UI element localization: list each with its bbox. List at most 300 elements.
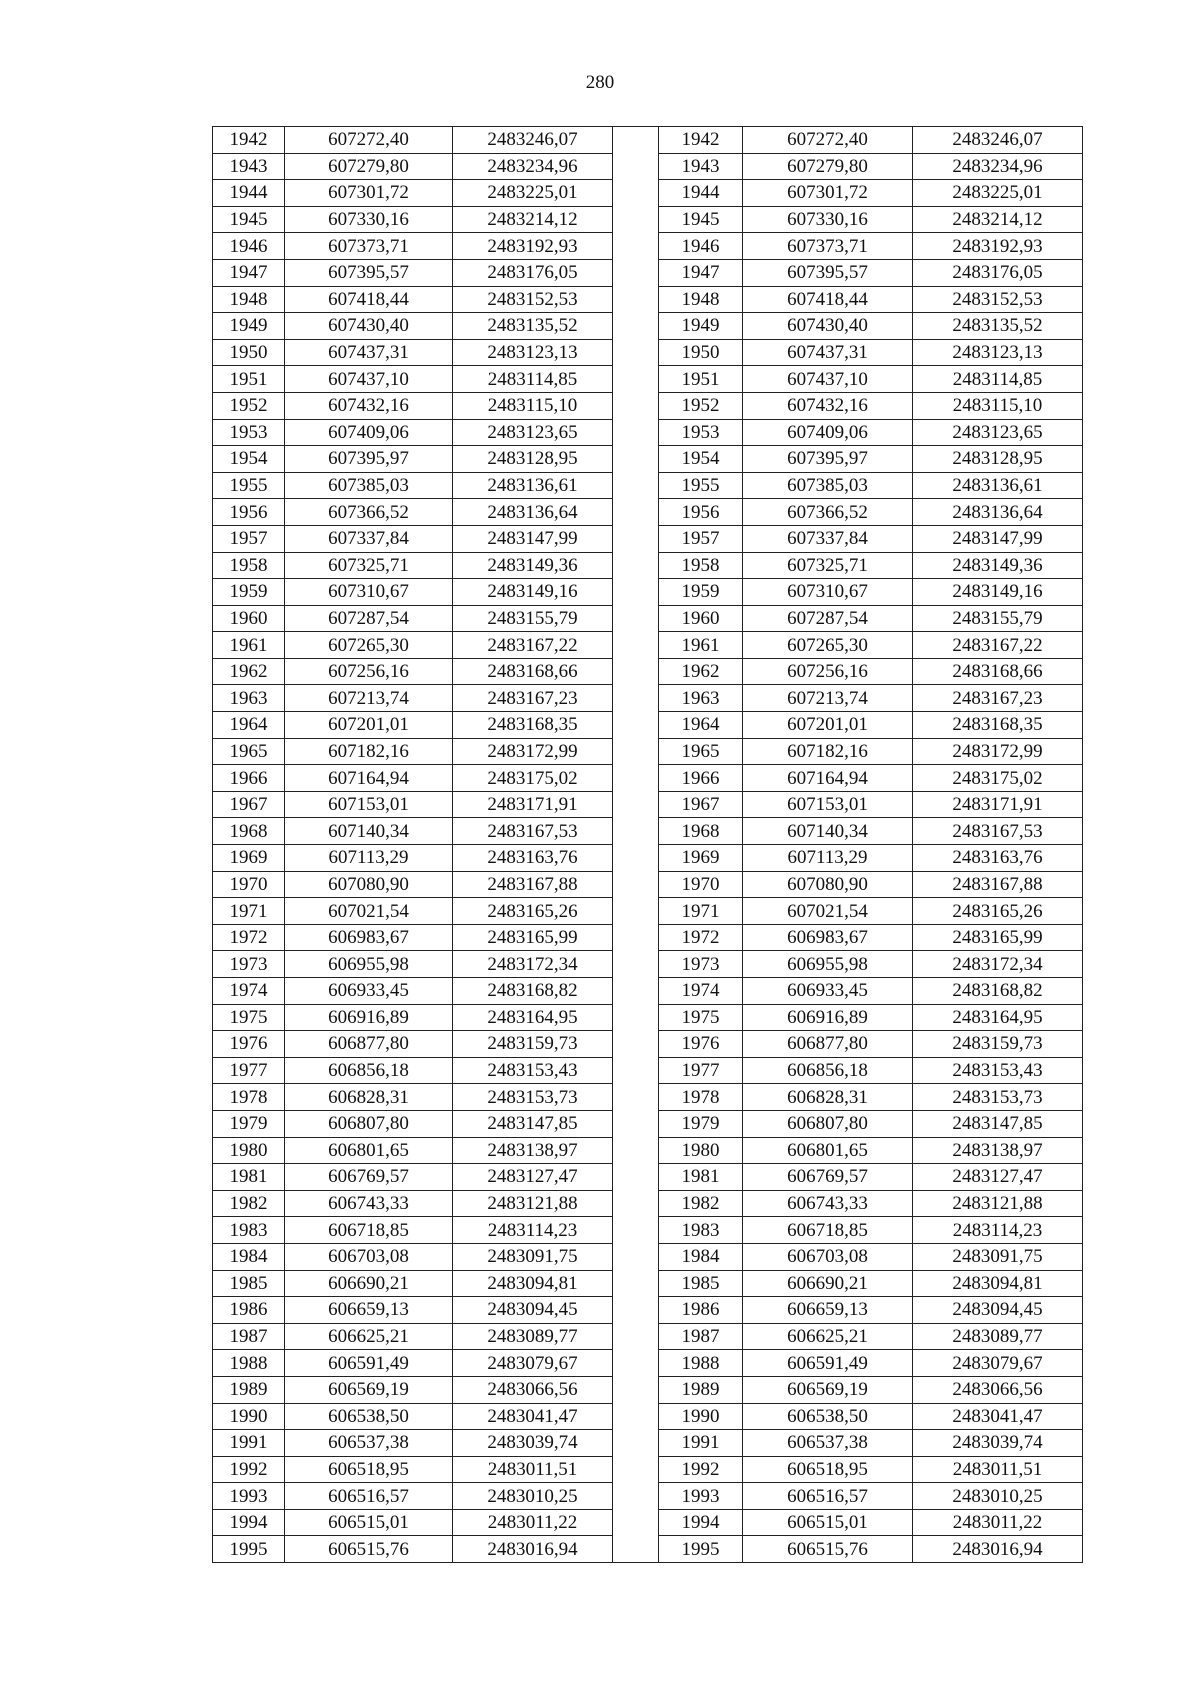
y-coordinate-cell: 2483159,73	[453, 1031, 613, 1058]
y-coordinate-cell-right: 2483135,52	[913, 313, 1083, 340]
y-coordinate-cell-right: 2483234,96	[913, 153, 1083, 180]
y-coordinate-cell: 2483176,05	[453, 259, 613, 286]
table-row	[213, 127, 1083, 154]
y-coordinate-cell: 2483136,64	[453, 499, 613, 526]
point-number-cell: 1952	[213, 392, 285, 419]
table-row	[213, 1430, 1083, 1457]
x-coordinate-cell: 607140,34	[285, 818, 453, 845]
x-coordinate-cell-right: 607021,54	[743, 898, 913, 925]
column-spacer	[613, 153, 659, 180]
point-number-cell-right: 1991	[659, 1430, 743, 1457]
y-coordinate-cell: 2483172,34	[453, 951, 613, 978]
point-number-cell: 1978	[213, 1084, 285, 1111]
point-number-cell-right: 1961	[659, 632, 743, 659]
point-number-cell: 1969	[213, 845, 285, 872]
point-number-cell-right: 1972	[659, 924, 743, 951]
y-coordinate-cell: 2483165,99	[453, 924, 613, 951]
table-row	[213, 1297, 1083, 1324]
x-coordinate-cell-right: 607373,71	[743, 233, 913, 260]
y-coordinate-cell: 2483123,65	[453, 419, 613, 446]
point-number-cell-right: 1988	[659, 1350, 743, 1377]
point-number-cell: 1956	[213, 499, 285, 526]
point-number-cell: 1973	[213, 951, 285, 978]
table-row	[213, 286, 1083, 313]
x-coordinate-cell-right: 606591,49	[743, 1350, 913, 1377]
x-coordinate-cell-right: 607182,16	[743, 738, 913, 765]
x-coordinate-cell: 607366,52	[285, 499, 453, 526]
column-spacer	[613, 366, 659, 393]
y-coordinate-cell: 2483147,85	[453, 1110, 613, 1137]
x-coordinate-cell-right: 606743,33	[743, 1190, 913, 1217]
point-number-cell-right: 1981	[659, 1164, 743, 1191]
y-coordinate-cell-right: 2483167,53	[913, 818, 1083, 845]
x-coordinate-cell: 606537,38	[285, 1430, 453, 1457]
point-number-cell: 1993	[213, 1483, 285, 1510]
y-coordinate-cell: 2483041,47	[453, 1403, 613, 1430]
x-coordinate-cell-right: 607395,97	[743, 446, 913, 473]
x-coordinate-cell: 607182,16	[285, 738, 453, 765]
column-spacer	[613, 1217, 659, 1244]
point-number-cell-right: 1945	[659, 206, 743, 233]
y-coordinate-cell: 2483136,61	[453, 472, 613, 499]
x-coordinate-cell: 606659,13	[285, 1297, 453, 1324]
point-number-cell-right: 1951	[659, 366, 743, 393]
y-coordinate-cell-right: 2483168,82	[913, 978, 1083, 1005]
y-coordinate-cell-right: 2483010,25	[913, 1483, 1083, 1510]
x-coordinate-cell: 606569,19	[285, 1376, 453, 1403]
point-number-cell: 1946	[213, 233, 285, 260]
x-coordinate-cell-right: 606916,89	[743, 1004, 913, 1031]
y-coordinate-cell: 2483171,91	[453, 791, 613, 818]
y-coordinate-cell: 2483039,74	[453, 1430, 613, 1457]
point-number-cell: 1981	[213, 1164, 285, 1191]
point-number-cell-right: 1964	[659, 712, 743, 739]
y-coordinate-cell: 2483175,02	[453, 765, 613, 792]
x-coordinate-cell: 607213,74	[285, 685, 453, 712]
y-coordinate-cell: 2483167,88	[453, 871, 613, 898]
x-coordinate-cell-right: 607437,31	[743, 339, 913, 366]
x-coordinate-cell-right: 607153,01	[743, 791, 913, 818]
column-spacer	[613, 1350, 659, 1377]
x-coordinate-cell: 606516,57	[285, 1483, 453, 1510]
x-coordinate-cell: 607395,57	[285, 259, 453, 286]
point-number-cell: 1955	[213, 472, 285, 499]
table-row	[213, 446, 1083, 473]
y-coordinate-cell-right: 2483121,88	[913, 1190, 1083, 1217]
y-coordinate-cell: 2483066,56	[453, 1376, 613, 1403]
point-number-cell: 1991	[213, 1430, 285, 1457]
y-coordinate-cell-right: 2483115,10	[913, 392, 1083, 419]
column-spacer	[613, 233, 659, 260]
point-number-cell-right: 1967	[659, 791, 743, 818]
x-coordinate-cell: 607279,80	[285, 153, 453, 180]
y-coordinate-cell-right: 2483094,81	[913, 1270, 1083, 1297]
y-coordinate-cell: 2483168,66	[453, 658, 613, 685]
x-coordinate-cell-right: 607325,71	[743, 552, 913, 579]
y-coordinate-cell-right: 2483153,73	[913, 1084, 1083, 1111]
x-coordinate-cell: 607385,03	[285, 472, 453, 499]
y-coordinate-cell-right: 2483041,47	[913, 1403, 1083, 1430]
x-coordinate-cell-right: 606955,98	[743, 951, 913, 978]
x-coordinate-cell-right: 607213,74	[743, 685, 913, 712]
point-number-cell-right: 1963	[659, 685, 743, 712]
x-coordinate-cell-right: 607287,54	[743, 605, 913, 632]
x-coordinate-cell: 607395,97	[285, 446, 453, 473]
x-coordinate-cell-right: 607418,44	[743, 286, 913, 313]
point-number-cell-right: 1942	[659, 127, 743, 154]
y-coordinate-cell: 2483089,77	[453, 1323, 613, 1350]
y-coordinate-cell-right: 2483079,67	[913, 1350, 1083, 1377]
x-coordinate-cell-right: 607272,40	[743, 127, 913, 154]
y-coordinate-cell-right: 2483011,22	[913, 1509, 1083, 1536]
point-number-cell: 1957	[213, 525, 285, 552]
table-row	[213, 871, 1083, 898]
column-spacer	[613, 685, 659, 712]
column-spacer	[613, 738, 659, 765]
y-coordinate-cell: 2483114,23	[453, 1217, 613, 1244]
x-coordinate-cell-right: 606690,21	[743, 1270, 913, 1297]
x-coordinate-cell: 606983,67	[285, 924, 453, 951]
y-coordinate-cell: 2483135,52	[453, 313, 613, 340]
x-coordinate-cell: 606916,89	[285, 1004, 453, 1031]
column-spacer	[613, 552, 659, 579]
y-coordinate-cell: 2483155,79	[453, 605, 613, 632]
column-spacer	[613, 978, 659, 1005]
table-row	[213, 1456, 1083, 1483]
point-number-cell: 1951	[213, 366, 285, 393]
point-number-cell-right: 1977	[659, 1057, 743, 1084]
y-coordinate-cell: 2483225,01	[453, 180, 613, 207]
x-coordinate-cell: 607287,54	[285, 605, 453, 632]
point-number-cell: 1971	[213, 898, 285, 925]
x-coordinate-cell: 607337,84	[285, 525, 453, 552]
point-number-cell: 1982	[213, 1190, 285, 1217]
y-coordinate-cell-right: 2483066,56	[913, 1376, 1083, 1403]
x-coordinate-cell-right: 606515,01	[743, 1509, 913, 1536]
point-number-cell: 1961	[213, 632, 285, 659]
x-coordinate-cell: 607113,29	[285, 845, 453, 872]
point-number-cell-right: 1995	[659, 1536, 743, 1563]
point-number-cell-right: 1974	[659, 978, 743, 1005]
point-number-cell-right: 1965	[659, 738, 743, 765]
x-coordinate-cell: 606591,49	[285, 1350, 453, 1377]
y-coordinate-cell-right: 2483127,47	[913, 1164, 1083, 1191]
x-coordinate-cell-right: 607080,90	[743, 871, 913, 898]
y-coordinate-cell-right: 2483167,23	[913, 685, 1083, 712]
column-spacer	[613, 845, 659, 872]
y-coordinate-cell: 2483165,26	[453, 898, 613, 925]
table-row	[213, 738, 1083, 765]
table-row	[213, 1323, 1083, 1350]
column-spacer	[613, 472, 659, 499]
point-number-cell-right: 1946	[659, 233, 743, 260]
column-spacer	[613, 898, 659, 925]
x-coordinate-cell: 607330,16	[285, 206, 453, 233]
column-spacer	[613, 1084, 659, 1111]
column-spacer	[613, 313, 659, 340]
y-coordinate-cell-right: 2483089,77	[913, 1323, 1083, 1350]
point-number-cell: 1965	[213, 738, 285, 765]
y-coordinate-cell-right: 2483168,35	[913, 712, 1083, 739]
column-spacer	[613, 632, 659, 659]
x-coordinate-cell-right: 606703,08	[743, 1243, 913, 1270]
table-row	[213, 419, 1083, 446]
y-coordinate-cell-right: 2483147,99	[913, 525, 1083, 552]
x-coordinate-cell-right: 606769,57	[743, 1164, 913, 1191]
point-number-cell-right: 1957	[659, 525, 743, 552]
table-row	[213, 339, 1083, 366]
y-coordinate-cell-right: 2483167,22	[913, 632, 1083, 659]
table-row	[213, 658, 1083, 685]
column-spacer	[613, 1376, 659, 1403]
x-coordinate-cell-right: 606537,38	[743, 1430, 913, 1457]
table-row	[213, 1110, 1083, 1137]
x-coordinate-cell-right: 607279,80	[743, 153, 913, 180]
x-coordinate-cell-right: 607430,40	[743, 313, 913, 340]
x-coordinate-cell-right: 606877,80	[743, 1031, 913, 1058]
point-number-cell: 1983	[213, 1217, 285, 1244]
y-coordinate-cell: 2483010,25	[453, 1483, 613, 1510]
y-coordinate-cell-right: 2483163,76	[913, 845, 1083, 872]
point-number-cell-right: 1986	[659, 1297, 743, 1324]
y-coordinate-cell: 2483149,36	[453, 552, 613, 579]
x-coordinate-cell: 606743,33	[285, 1190, 453, 1217]
x-coordinate-cell-right: 606983,67	[743, 924, 913, 951]
column-spacer	[613, 499, 659, 526]
point-number-cell-right: 1979	[659, 1110, 743, 1137]
y-coordinate-cell-right: 2483214,12	[913, 206, 1083, 233]
y-coordinate-cell-right: 2483016,94	[913, 1536, 1083, 1563]
y-coordinate-cell: 2483149,16	[453, 579, 613, 606]
y-coordinate-cell-right: 2483147,85	[913, 1110, 1083, 1137]
y-coordinate-cell: 2483167,53	[453, 818, 613, 845]
x-coordinate-cell-right: 606538,50	[743, 1403, 913, 1430]
y-coordinate-cell: 2483172,99	[453, 738, 613, 765]
point-number-cell: 1994	[213, 1509, 285, 1536]
y-coordinate-cell: 2483168,82	[453, 978, 613, 1005]
point-number-cell-right: 1969	[659, 845, 743, 872]
column-spacer	[613, 392, 659, 419]
column-spacer	[613, 1297, 659, 1324]
table-row	[213, 845, 1083, 872]
x-coordinate-cell: 607432,16	[285, 392, 453, 419]
x-coordinate-cell: 606515,01	[285, 1509, 453, 1536]
y-coordinate-cell: 2483138,97	[453, 1137, 613, 1164]
y-coordinate-cell: 2483123,13	[453, 339, 613, 366]
x-coordinate-cell: 606828,31	[285, 1084, 453, 1111]
column-spacer	[613, 1243, 659, 1270]
x-coordinate-cell-right: 607113,29	[743, 845, 913, 872]
coordinates-table	[212, 126, 1083, 1563]
table-row	[213, 791, 1083, 818]
table-row	[213, 1004, 1083, 1031]
column-spacer	[613, 1164, 659, 1191]
point-number-cell: 1987	[213, 1323, 285, 1350]
x-coordinate-cell-right: 606569,19	[743, 1376, 913, 1403]
x-coordinate-cell: 606538,50	[285, 1403, 453, 1430]
point-number-cell-right: 1949	[659, 313, 743, 340]
table-row	[213, 951, 1083, 978]
x-coordinate-cell-right: 606856,18	[743, 1057, 913, 1084]
y-coordinate-cell-right: 2483165,99	[913, 924, 1083, 951]
y-coordinate-cell: 2483091,75	[453, 1243, 613, 1270]
point-number-cell: 1944	[213, 180, 285, 207]
column-spacer	[613, 1190, 659, 1217]
point-number-cell: 1949	[213, 313, 285, 340]
x-coordinate-cell: 607430,40	[285, 313, 453, 340]
table-row	[213, 1164, 1083, 1191]
point-number-cell: 1984	[213, 1243, 285, 1270]
y-coordinate-cell-right: 2483123,13	[913, 339, 1083, 366]
x-coordinate-cell: 606703,08	[285, 1243, 453, 1270]
y-coordinate-cell: 2483079,67	[453, 1350, 613, 1377]
point-number-cell-right: 1950	[659, 339, 743, 366]
x-coordinate-cell: 606807,80	[285, 1110, 453, 1137]
column-spacer	[613, 765, 659, 792]
point-number-cell-right: 1987	[659, 1323, 743, 1350]
x-coordinate-cell-right: 607385,03	[743, 472, 913, 499]
column-spacer	[613, 1323, 659, 1350]
x-coordinate-cell: 607080,90	[285, 871, 453, 898]
column-spacer	[613, 818, 659, 845]
point-number-cell: 1967	[213, 791, 285, 818]
y-coordinate-cell-right: 2483128,95	[913, 446, 1083, 473]
point-number-cell-right: 1993	[659, 1483, 743, 1510]
table-row	[213, 206, 1083, 233]
x-coordinate-cell-right: 607256,16	[743, 658, 913, 685]
x-coordinate-cell: 606690,21	[285, 1270, 453, 1297]
y-coordinate-cell: 2483167,22	[453, 632, 613, 659]
x-coordinate-cell-right: 607437,10	[743, 366, 913, 393]
point-number-cell: 1948	[213, 286, 285, 313]
point-number-cell-right: 1966	[659, 765, 743, 792]
x-coordinate-cell: 606515,76	[285, 1536, 453, 1563]
y-coordinate-cell-right: 2483159,73	[913, 1031, 1083, 1058]
y-coordinate-cell-right: 2483171,91	[913, 791, 1083, 818]
y-coordinate-cell: 2483153,73	[453, 1084, 613, 1111]
point-number-cell-right: 1959	[659, 579, 743, 606]
point-number-cell-right: 1973	[659, 951, 743, 978]
x-coordinate-cell-right: 607201,01	[743, 712, 913, 739]
x-coordinate-cell: 607437,10	[285, 366, 453, 393]
column-spacer	[613, 286, 659, 313]
column-spacer	[613, 206, 659, 233]
point-number-cell: 1966	[213, 765, 285, 792]
table-row	[213, 525, 1083, 552]
x-coordinate-cell-right: 606933,45	[743, 978, 913, 1005]
point-number-cell-right: 1952	[659, 392, 743, 419]
column-spacer	[613, 951, 659, 978]
table-row	[213, 978, 1083, 1005]
x-coordinate-cell-right: 606518,95	[743, 1456, 913, 1483]
table-row	[213, 180, 1083, 207]
y-coordinate-cell-right: 2483172,34	[913, 951, 1083, 978]
x-coordinate-cell-right: 606659,13	[743, 1297, 913, 1324]
point-number-cell: 1989	[213, 1376, 285, 1403]
y-coordinate-cell-right: 2483039,74	[913, 1430, 1083, 1457]
column-spacer	[613, 605, 659, 632]
x-coordinate-cell: 607325,71	[285, 552, 453, 579]
y-coordinate-cell: 2483094,45	[453, 1297, 613, 1324]
y-coordinate-cell-right: 2483225,01	[913, 180, 1083, 207]
column-spacer	[613, 1456, 659, 1483]
x-coordinate-cell-right: 607432,16	[743, 392, 913, 419]
table-row	[213, 924, 1083, 951]
y-coordinate-cell: 2483234,96	[453, 153, 613, 180]
point-number-cell: 1986	[213, 1297, 285, 1324]
point-number-cell: 1945	[213, 206, 285, 233]
x-coordinate-cell-right: 607301,72	[743, 180, 913, 207]
table-row	[213, 1243, 1083, 1270]
y-coordinate-cell: 2483115,10	[453, 392, 613, 419]
column-spacer	[613, 1270, 659, 1297]
table-row	[213, 765, 1083, 792]
table-row	[213, 632, 1083, 659]
y-coordinate-cell-right: 2483155,79	[913, 605, 1083, 632]
point-number-cell-right: 1955	[659, 472, 743, 499]
column-spacer	[613, 1509, 659, 1536]
table-row	[213, 1350, 1083, 1377]
column-spacer	[613, 259, 659, 286]
y-coordinate-cell-right: 2483123,65	[913, 419, 1083, 446]
table-row	[213, 1509, 1083, 1536]
point-number-cell: 1992	[213, 1456, 285, 1483]
point-number-cell-right: 1980	[659, 1137, 743, 1164]
x-coordinate-cell: 606877,80	[285, 1031, 453, 1058]
table-row	[213, 392, 1083, 419]
x-coordinate-cell: 606856,18	[285, 1057, 453, 1084]
x-coordinate-cell-right: 607395,57	[743, 259, 913, 286]
x-coordinate-cell-right: 606828,31	[743, 1084, 913, 1111]
x-coordinate-cell: 607437,31	[285, 339, 453, 366]
x-coordinate-cell-right: 606801,65	[743, 1137, 913, 1164]
point-number-cell-right: 1943	[659, 153, 743, 180]
x-coordinate-cell: 607310,67	[285, 579, 453, 606]
point-number-cell: 1964	[213, 712, 285, 739]
point-number-cell-right: 1968	[659, 818, 743, 845]
y-coordinate-cell: 2483127,47	[453, 1164, 613, 1191]
table-row	[213, 1403, 1083, 1430]
x-coordinate-cell-right: 606516,57	[743, 1483, 913, 1510]
table-row	[213, 685, 1083, 712]
x-coordinate-cell: 606518,95	[285, 1456, 453, 1483]
y-coordinate-cell: 2483167,23	[453, 685, 613, 712]
point-number-cell: 1962	[213, 658, 285, 685]
point-number-cell: 1953	[213, 419, 285, 446]
column-spacer	[613, 791, 659, 818]
point-number-cell: 1959	[213, 579, 285, 606]
table-row	[213, 472, 1083, 499]
point-number-cell: 1954	[213, 446, 285, 473]
point-number-cell: 1990	[213, 1403, 285, 1430]
x-coordinate-cell-right: 607366,52	[743, 499, 913, 526]
column-spacer	[613, 1483, 659, 1510]
y-coordinate-cell: 2483128,95	[453, 446, 613, 473]
y-coordinate-cell: 2483147,99	[453, 525, 613, 552]
x-coordinate-cell-right: 607310,67	[743, 579, 913, 606]
table-row	[213, 1190, 1083, 1217]
x-coordinate-cell-right: 607164,94	[743, 765, 913, 792]
point-number-cell-right: 1982	[659, 1190, 743, 1217]
point-number-cell-right: 1970	[659, 871, 743, 898]
point-number-cell: 1960	[213, 605, 285, 632]
column-spacer	[613, 1137, 659, 1164]
point-number-cell-right: 1983	[659, 1217, 743, 1244]
column-spacer	[613, 871, 659, 898]
column-spacer	[613, 1403, 659, 1430]
x-coordinate-cell: 606718,85	[285, 1217, 453, 1244]
x-coordinate-cell: 607272,40	[285, 127, 453, 154]
